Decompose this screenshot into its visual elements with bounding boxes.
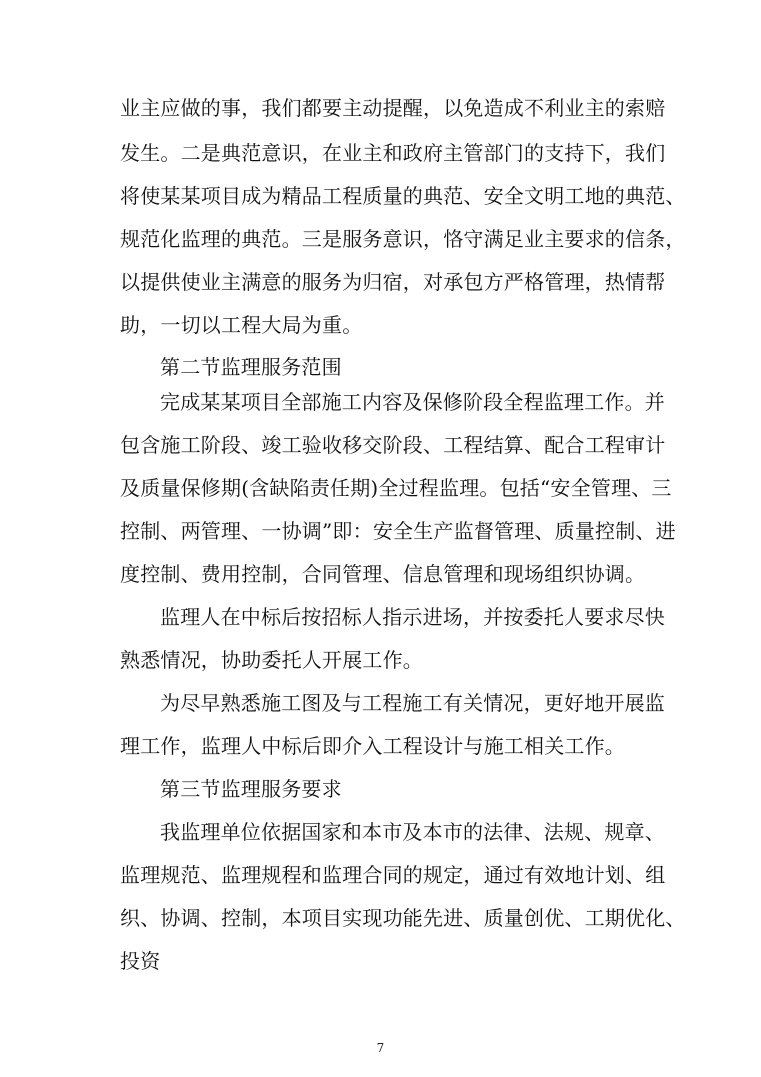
text-line: 投资 xyxy=(120,949,161,973)
text-line: 理工作，监理人中标后即介入工程设计与施工相关工作。 xyxy=(120,734,625,758)
paragraph-start-line: 为尽早熟悉施工图及与工程施工有关情况，更好地开展监 xyxy=(160,691,665,715)
text-line: 将使某某项目成为精品工程质量的典范、安全文明工地的典范、 xyxy=(120,184,686,208)
text-line: 度控制、费用控制，合同管理、信息管理和现场组织协调。 xyxy=(120,562,646,586)
text-line: 规范化监理的典范。三是服务意识，恪守满足业主要求的信条， xyxy=(120,227,686,251)
section-heading: 第三节监理服务要求 xyxy=(160,777,342,801)
text-line: 织、协调、控制，本项目实现功能先进、质量创优、工期优化、 xyxy=(120,906,686,930)
text-line: 控制、两管理、一协调”即：安全生产监督管理、质量控制、进 xyxy=(120,519,676,543)
paragraph-start-line: 监理人在中标后按招标人指示进场，并按委托人要求尽快 xyxy=(160,605,665,629)
text-line: 业主应做的事，我们都要主动提醒，以免造成不利业主的索赔 xyxy=(120,96,666,120)
text-line: 发生。二是典范意识，在业主和政府主管部门的支持下，我们 xyxy=(120,141,666,165)
paragraph-start-line: 我监理单位依据国家和本市及本市的法律、法规、规章、 xyxy=(160,820,665,844)
text-line: 以提供使业主满意的服务为归宿，对承包方严格管理，热情帮 xyxy=(120,270,666,294)
page-number: 7 xyxy=(376,1041,385,1055)
paragraph-start-line: 完成某某项目全部施工内容及保修阶段全程监理工作。并 xyxy=(160,390,665,414)
section-heading: 第二节监理服务范围 xyxy=(160,355,342,379)
text-line: 包含施工阶段、竣工验收移交阶段、工程结算、配合工程审计 xyxy=(120,433,666,457)
text-line: 助，一切以工程大局为重。 xyxy=(120,313,363,337)
text-line: 熟悉情况，协助委托人开展工作。 xyxy=(120,648,423,672)
text-line: 监理规范、监理规程和监理合同的规定，通过有效地计划、组 xyxy=(120,863,666,887)
text-line: 及质量保修期(含缺陷责任期)全过程监理。包括“安全管理、三 xyxy=(120,476,672,500)
